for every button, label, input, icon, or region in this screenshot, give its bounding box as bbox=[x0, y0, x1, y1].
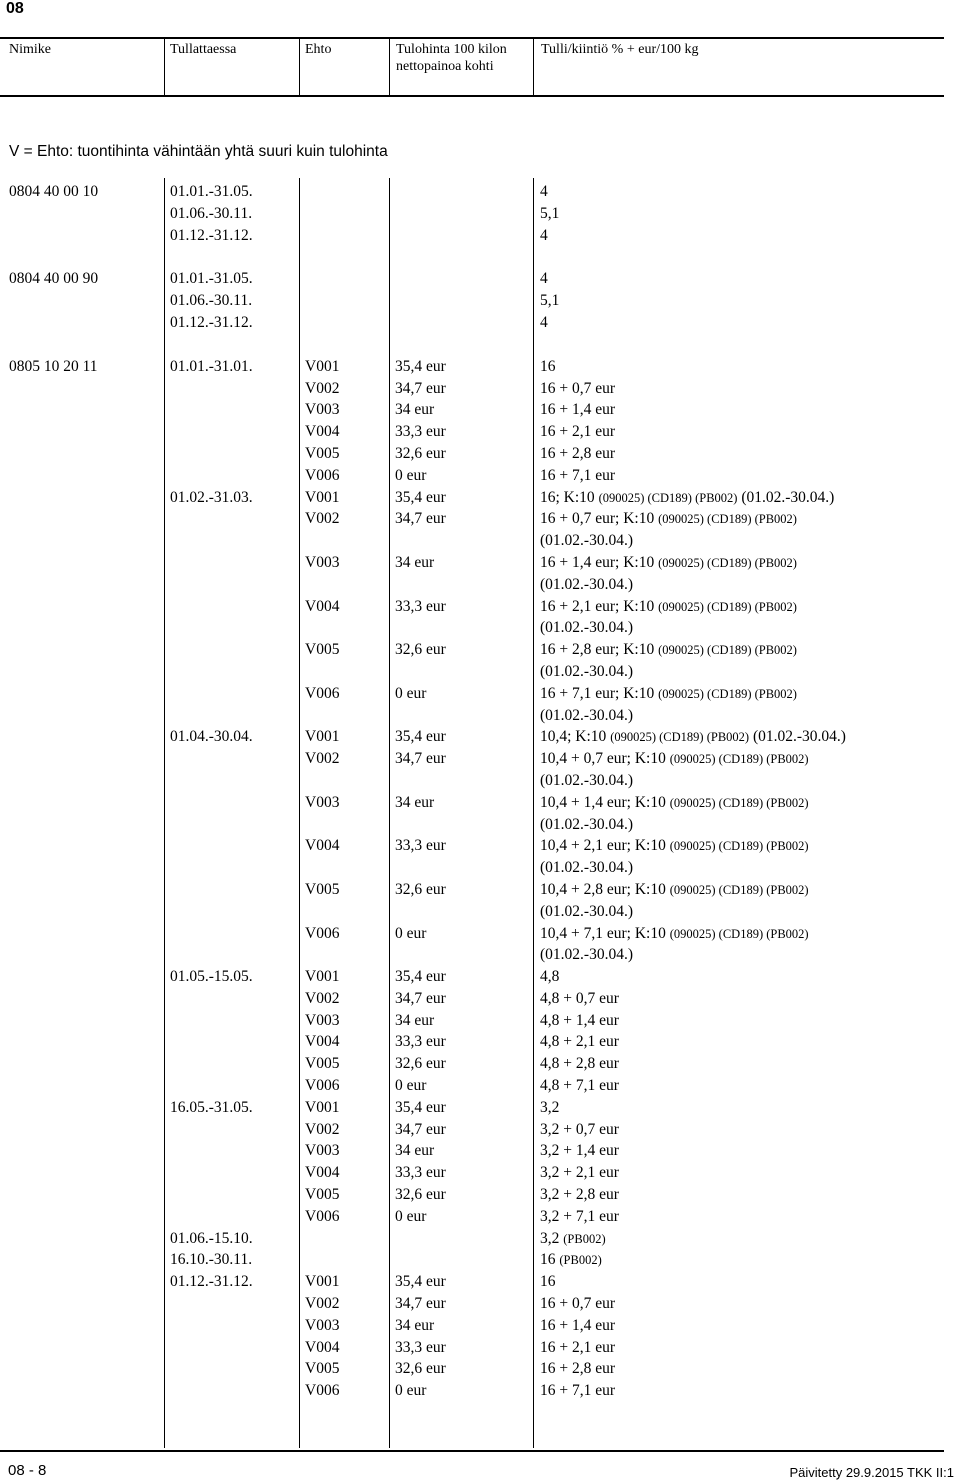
table-row bbox=[0, 1337, 944, 1359]
condition-code: V004 bbox=[305, 1338, 340, 1356]
condition-code: V002 bbox=[305, 1120, 340, 1138]
table-row bbox=[0, 1271, 944, 1293]
duty-rate: 4,8 + 2,1 eur bbox=[540, 1033, 619, 1051]
table-row bbox=[0, 1031, 944, 1053]
table-row bbox=[0, 879, 944, 901]
duty-rate: 10,4 + 7,1 eur; K:10 (090025) (CD189) (PB002) bbox=[540, 924, 809, 942]
table-row bbox=[0, 312, 944, 334]
duty-rate: (01.02.-30.04.) bbox=[540, 771, 633, 789]
cn-code: 0804 40 00 10 bbox=[9, 183, 99, 200]
duty-rate: 5,1 bbox=[540, 204, 560, 222]
condition-code: V005 bbox=[305, 1360, 340, 1378]
condition-code: V002 bbox=[305, 750, 340, 768]
table-row bbox=[0, 530, 944, 552]
duty-rate: 4 bbox=[540, 226, 548, 244]
condition-code: V005 bbox=[305, 444, 340, 462]
table-row bbox=[0, 617, 944, 639]
duty-rate: 4,8 + 0,7 eur bbox=[540, 989, 619, 1007]
date-range: 01.06.-30.11. bbox=[170, 292, 253, 310]
footer-rule bbox=[0, 1450, 944, 1452]
condition-code: V006 bbox=[305, 466, 340, 484]
entry-price: 0 eur bbox=[395, 1077, 427, 1095]
table-row bbox=[0, 966, 944, 988]
table-row bbox=[0, 748, 944, 770]
duty-rate: 4 bbox=[540, 183, 548, 200]
duty-rate: 16 (PB002) bbox=[540, 1251, 602, 1269]
duty-rate: 4,8 + 7,1 eur bbox=[540, 1077, 619, 1095]
table-row bbox=[0, 508, 944, 530]
condition-code: V003 bbox=[305, 553, 340, 571]
condition-code: V004 bbox=[305, 1164, 340, 1182]
quota-codes: (090025) (CD189) (PB002) bbox=[658, 643, 797, 658]
duty-rate: 5,1 bbox=[540, 292, 560, 310]
duty-rate: 3,2 + 0,7 eur bbox=[540, 1120, 619, 1138]
quota-codes: (090025) (CD189) (PB002) bbox=[658, 599, 797, 614]
duty-rate: (01.02.-30.04.) bbox=[540, 706, 633, 724]
table-row bbox=[0, 726, 944, 748]
table-row bbox=[0, 465, 944, 487]
condition-code: V001 bbox=[305, 1098, 340, 1116]
date-range: 01.05.-15.05. bbox=[170, 968, 253, 986]
condition-code: V005 bbox=[305, 641, 340, 659]
entry-price: 33,3 eur bbox=[395, 597, 446, 615]
duty-rate: 10,4; K:10 (090025) (CD189) (PB002) (01.02.-30.04.) bbox=[540, 728, 846, 746]
duty-rate: 16 + 7,1 eur; K:10 (090025) (CD189) (PB002) bbox=[540, 684, 797, 702]
duty-rate: 3,2 (PB002) bbox=[540, 1229, 606, 1247]
duty-rate: 4,8 + 1,4 eur bbox=[540, 1011, 619, 1029]
table-row bbox=[0, 792, 944, 814]
entry-price: 32,6 eur bbox=[395, 641, 446, 659]
cn-code: 0805 10 20 11 bbox=[9, 357, 98, 375]
duty-rate: (01.02.-30.04.) bbox=[540, 619, 633, 637]
date-range: 01.02.-31.03. bbox=[170, 488, 253, 506]
entry-price: 35,4 eur bbox=[395, 968, 446, 986]
condition-code: V005 bbox=[305, 1055, 340, 1073]
condition-code: V002 bbox=[305, 510, 340, 528]
entry-price: 34,7 eur bbox=[395, 989, 446, 1007]
condition-code: V006 bbox=[305, 1382, 340, 1400]
condition-code: V001 bbox=[305, 728, 340, 746]
entry-price: 33,3 eur bbox=[395, 1164, 446, 1182]
entry-price: 32,6 eur bbox=[395, 1055, 446, 1073]
table-row bbox=[0, 552, 944, 574]
quota-codes: (090025) (CD189) (PB002) bbox=[658, 555, 797, 570]
quota-codes: (PB002) bbox=[559, 1253, 602, 1268]
entry-price: 34 eur bbox=[395, 401, 435, 419]
date-range: 01.01.-31.05. bbox=[170, 183, 253, 200]
entry-price: 34,7 eur bbox=[395, 1295, 446, 1313]
header-divider bbox=[389, 39, 390, 95]
quota-codes: (090025) (CD189) (PB002) bbox=[658, 686, 797, 701]
table-row bbox=[0, 1293, 944, 1315]
duty-rate: 3,2 + 2,8 eur bbox=[540, 1186, 619, 1204]
duty-rate: 16 bbox=[540, 1273, 556, 1291]
entry-price: 0 eur bbox=[395, 1382, 427, 1400]
condition-code: V003 bbox=[305, 1142, 340, 1160]
condition-code: V004 bbox=[305, 597, 340, 615]
condition-code: V004 bbox=[305, 1033, 340, 1051]
table-row bbox=[0, 1140, 944, 1162]
duty-rate: 4 bbox=[540, 313, 548, 331]
entry-price: 34 eur bbox=[395, 1142, 435, 1160]
duty-rate: 10,4 + 2,8 eur; K:10 (090025) (CD189) (PB002) bbox=[540, 880, 809, 898]
duty-rate: (01.02.-30.04.) bbox=[540, 859, 633, 877]
row-gap bbox=[0, 246, 944, 268]
duty-rate: 16 + 1,4 eur; K:10 (090025) (CD189) (PB002) bbox=[540, 553, 797, 571]
quota-codes: (090025) (CD189) (PB002) bbox=[669, 795, 809, 810]
condition-code: V006 bbox=[305, 1077, 340, 1095]
quota-codes: (090025) (CD189) (PB002) bbox=[598, 490, 738, 505]
quota-codes: (090025) (CD189) (PB002) bbox=[658, 512, 797, 527]
date-range: 16.05.-31.05. bbox=[170, 1098, 253, 1116]
entry-price: 35,4 eur bbox=[395, 1098, 446, 1116]
entry-price: 0 eur bbox=[395, 1207, 427, 1225]
condition-code: V006 bbox=[305, 924, 340, 942]
duty-rate: 16 + 2,1 eur; K:10 (090025) (CD189) (PB002) bbox=[540, 597, 797, 615]
date-range: 01.12.-31.12. bbox=[170, 226, 253, 244]
column-header-nimike: Nimike bbox=[9, 42, 51, 57]
condition-code: V006 bbox=[305, 684, 340, 702]
entry-price: 34,7 eur bbox=[395, 379, 446, 397]
duty-rate: 10,4 + 1,4 eur; K:10 (090025) (CD189) (PB002) bbox=[540, 793, 809, 811]
condition-code: V001 bbox=[305, 488, 340, 506]
duty-rate: 3,2 + 7,1 eur bbox=[540, 1207, 619, 1225]
duty-rate: (01.02.-30.04.) bbox=[540, 662, 633, 680]
condition-code: V003 bbox=[305, 1011, 340, 1029]
entry-price: 34,7 eur bbox=[395, 1120, 446, 1138]
condition-code: V005 bbox=[305, 1186, 340, 1204]
header-divider bbox=[164, 39, 165, 95]
entry-price: 32,6 eur bbox=[395, 1360, 446, 1378]
chapter-number: 08 bbox=[6, 0, 24, 17]
date-range: 01.06.-30.11. bbox=[170, 204, 253, 222]
condition-code: V003 bbox=[305, 1316, 340, 1334]
table-row bbox=[0, 290, 944, 312]
page-number: 08 - 8 bbox=[8, 1462, 47, 1479]
table-row bbox=[0, 1249, 944, 1271]
table-row bbox=[0, 661, 944, 683]
cn-code: 0804 40 00 90 bbox=[9, 270, 99, 288]
table-row bbox=[0, 378, 944, 400]
duty-rate: 10,4 + 0,7 eur; K:10 (090025) (CD189) (PB002) bbox=[540, 750, 809, 768]
quota-codes: (PB002) bbox=[563, 1231, 606, 1246]
duty-rate: 16 + 1,4 eur bbox=[540, 1316, 616, 1334]
condition-note: V = Ehto: tuontihinta vähintään yhtä suuri kuin tulohinta bbox=[9, 143, 388, 160]
date-range: 01.12.-31.12. bbox=[170, 1273, 253, 1291]
table-row bbox=[0, 443, 944, 465]
entry-price: 34,7 eur bbox=[395, 750, 446, 768]
date-range: 01.04.-30.04. bbox=[170, 728, 253, 746]
entry-price: 33,3 eur bbox=[395, 1338, 446, 1356]
entry-price: 34,7 eur bbox=[395, 510, 446, 528]
entry-price: 34 eur bbox=[395, 553, 435, 571]
quota-codes: (090025) (CD189) (PB002) bbox=[610, 730, 750, 745]
entry-price: 0 eur bbox=[395, 684, 427, 702]
duty-rate: (01.02.-30.04.) bbox=[540, 815, 633, 833]
table-row bbox=[0, 923, 944, 945]
entry-price: 34 eur bbox=[395, 1011, 435, 1029]
table-row bbox=[0, 596, 944, 618]
condition-code: V001 bbox=[305, 1273, 340, 1291]
column-header-tulohinta-line2: nettopainoa kohti bbox=[396, 59, 494, 74]
table-row bbox=[0, 857, 944, 879]
table-row bbox=[0, 268, 944, 290]
table-row bbox=[0, 1010, 944, 1032]
date-range: 01.01.-31.01. bbox=[170, 357, 253, 375]
date-range: 01.06.-15.10. bbox=[170, 1229, 253, 1247]
duty-rate: 3,2 bbox=[540, 1098, 560, 1116]
column-header-tulli: Tulli/kiintiö % + eur/100 kg bbox=[541, 42, 699, 57]
condition-code: V003 bbox=[305, 401, 340, 419]
duty-rate: 3,2 + 1,4 eur bbox=[540, 1142, 619, 1160]
header-bottom-rule bbox=[0, 95, 944, 97]
duty-rate: (01.02.-30.04.) bbox=[540, 575, 633, 593]
table-row bbox=[0, 1162, 944, 1184]
entry-price: 33,3 eur bbox=[395, 423, 446, 441]
condition-code: V001 bbox=[305, 357, 340, 375]
entry-price: 33,3 eur bbox=[395, 1033, 446, 1051]
table-row bbox=[0, 203, 944, 225]
date-range: 01.12.-31.12. bbox=[170, 313, 253, 331]
quota-period: (01.02.-30.04.) bbox=[749, 728, 846, 746]
duty-rate: 16 + 2,8 eur; K:10 (090025) (CD189) (PB002) bbox=[540, 641, 797, 659]
condition-code: V006 bbox=[305, 1207, 340, 1225]
condition-code: V002 bbox=[305, 1295, 340, 1313]
table-row bbox=[0, 574, 944, 596]
entry-price: 32,6 eur bbox=[395, 880, 446, 898]
duty-rate: 16 bbox=[540, 357, 556, 375]
column-header-ehto: Ehto bbox=[305, 42, 332, 57]
duty-rate: 4 bbox=[540, 270, 548, 288]
entry-price: 35,4 eur bbox=[395, 488, 446, 506]
table-row bbox=[0, 770, 944, 792]
entry-price: 35,4 eur bbox=[395, 1273, 446, 1291]
quota-codes: (090025) (CD189) (PB002) bbox=[669, 882, 809, 897]
duty-rate: 16 + 2,8 eur bbox=[540, 444, 616, 462]
condition-code: V005 bbox=[305, 880, 340, 898]
table-row bbox=[0, 356, 944, 378]
duty-rate: 4,8 bbox=[540, 968, 560, 986]
duty-rate: 4,8 + 2,8 eur bbox=[540, 1055, 619, 1073]
table-row bbox=[0, 1206, 944, 1228]
entry-price: 32,6 eur bbox=[395, 444, 446, 462]
table-row bbox=[0, 639, 944, 661]
header-divider bbox=[299, 39, 300, 95]
entry-price: 34 eur bbox=[395, 793, 435, 811]
table-row bbox=[0, 988, 944, 1010]
condition-code: V003 bbox=[305, 793, 340, 811]
entry-price: 35,4 eur bbox=[395, 728, 446, 746]
date-range: 01.01.-31.05. bbox=[170, 270, 253, 288]
condition-code: V004 bbox=[305, 837, 340, 855]
tariff-table bbox=[0, 181, 944, 1402]
table-row bbox=[0, 683, 944, 705]
updated-date: Päivitetty 29.9.2015 TKK II:1 bbox=[789, 1465, 954, 1480]
header-top-rule bbox=[0, 37, 944, 39]
duty-rate: (01.02.-30.04.) bbox=[540, 902, 633, 920]
table-row bbox=[0, 835, 944, 857]
table-row bbox=[0, 705, 944, 727]
table-row bbox=[0, 1097, 944, 1119]
table-row bbox=[0, 814, 944, 836]
condition-code: V002 bbox=[305, 989, 340, 1007]
table-row bbox=[0, 1119, 944, 1141]
quota-codes: (090025) (CD189) (PB002) bbox=[669, 926, 809, 941]
row-gap bbox=[0, 334, 944, 356]
duty-rate: 16 + 1,4 eur bbox=[540, 401, 616, 419]
duty-rate: 16 + 0,7 eur; K:10 (090025) (CD189) (PB002) bbox=[540, 510, 797, 528]
table-row bbox=[0, 1315, 944, 1337]
duty-rate: 16 + 7,1 eur bbox=[540, 466, 616, 484]
table-row bbox=[0, 901, 944, 923]
header-divider bbox=[533, 39, 534, 95]
condition-code: V004 bbox=[305, 423, 340, 441]
table-row bbox=[0, 1075, 944, 1097]
column-header-tulohinta bbox=[396, 41, 507, 75]
table-row bbox=[0, 421, 944, 443]
table-row bbox=[0, 1380, 944, 1402]
entry-price: 0 eur bbox=[395, 924, 427, 942]
duty-rate: 16 + 0,7 eur bbox=[540, 379, 616, 397]
entry-price: 33,3 eur bbox=[395, 837, 446, 855]
condition-code: V002 bbox=[305, 379, 340, 397]
table-row bbox=[0, 225, 944, 247]
duty-rate: 3,2 + 2,1 eur bbox=[540, 1164, 619, 1182]
entry-price: 34 eur bbox=[395, 1316, 435, 1334]
table-row bbox=[0, 399, 944, 421]
duty-rate: 16 + 2,8 eur bbox=[540, 1360, 616, 1378]
table-row bbox=[0, 1053, 944, 1075]
table-row bbox=[0, 1358, 944, 1380]
condition-code: V001 bbox=[305, 968, 340, 986]
duty-rate: (01.02.-30.04.) bbox=[540, 532, 633, 550]
column-header-tullattaessa: Tullattaessa bbox=[170, 42, 237, 57]
duty-rate: 16; K:10 (090025) (CD189) (PB002) (01.02.-30.04.) bbox=[540, 488, 835, 506]
quota-period: (01.02.-30.04.) bbox=[737, 488, 835, 506]
duty-rate: 10,4 + 2,1 eur; K:10 (090025) (CD189) (PB002) bbox=[540, 837, 809, 855]
column-header-tulohinta-line1: Tulohinta 100 kilon bbox=[396, 42, 507, 57]
entry-price: 32,6 eur bbox=[395, 1186, 446, 1204]
table-row bbox=[0, 944, 944, 966]
table-row bbox=[0, 1228, 944, 1250]
date-range: 16.10.-30.11. bbox=[170, 1251, 253, 1269]
table-row bbox=[0, 181, 944, 203]
duty-rate: 16 + 7,1 eur bbox=[540, 1382, 616, 1400]
table-row bbox=[0, 487, 944, 509]
duty-rate: 16 + 2,1 eur bbox=[540, 423, 616, 441]
table-row bbox=[0, 1184, 944, 1206]
duty-rate: (01.02.-30.04.) bbox=[540, 946, 633, 964]
duty-rate: 16 + 2,1 eur bbox=[540, 1338, 616, 1356]
duty-rate: 16 + 0,7 eur bbox=[540, 1295, 616, 1313]
quota-codes: (090025) (CD189) (PB002) bbox=[669, 839, 809, 854]
entry-price: 35,4 eur bbox=[395, 357, 446, 375]
entry-price: 0 eur bbox=[395, 466, 427, 484]
quota-codes: (090025) (CD189) (PB002) bbox=[669, 752, 809, 767]
